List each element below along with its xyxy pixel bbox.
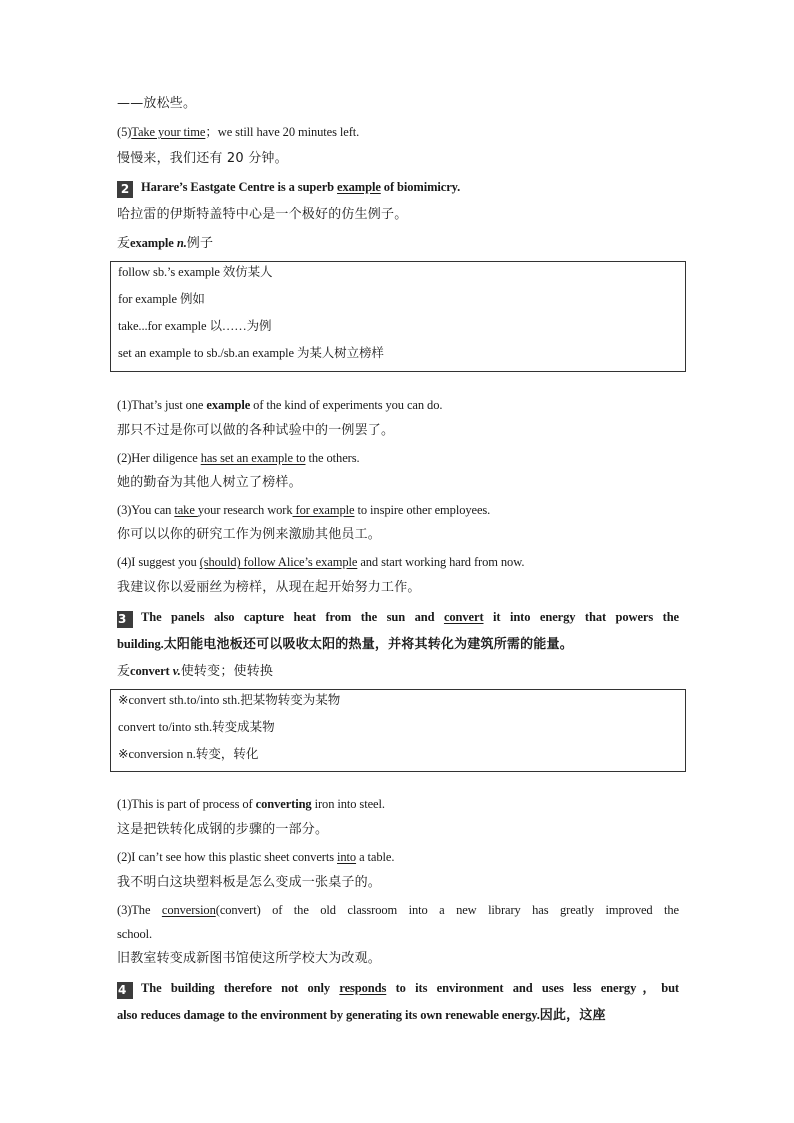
- part-of-speech: n.: [176, 236, 187, 250]
- sentence-text: of biomimicry.: [380, 180, 461, 194]
- sentence-text: to its environment and uses less energy，but: [386, 981, 679, 995]
- key-sentence-2: [117, 179, 460, 198]
- translation-line: 她的勤奋为其他人树立了榜样。: [117, 475, 302, 490]
- sentence-text: iron into steel.: [311, 797, 385, 811]
- phrase-box: [110, 261, 686, 372]
- example-sentence: [117, 554, 524, 570]
- translation-line: 太阳能电池板还可以吸收太阳的热量，并将其转化为建筑所需的能量。: [163, 637, 573, 652]
- sentence-text: the others.: [305, 451, 360, 465]
- key-phrase: Take your time: [131, 125, 206, 139]
- key-sentence-4: [117, 980, 679, 999]
- translation-line: 哈拉雷的伊斯特盖特中心是一个极好的仿生例子。: [117, 207, 408, 222]
- phrase-row: ※convert sth.to/into sth.把某物转变为某物: [118, 693, 341, 707]
- sentence-text: your research work: [197, 503, 293, 517]
- translation-line: 我不明白这块塑料板是怎么变成一张桌子的。: [117, 875, 382, 890]
- example-sentence: [117, 796, 385, 812]
- number-badge: 2: [117, 181, 133, 198]
- translation-line: 那只不过是你可以做的各种试验中的一例罢了。: [117, 423, 395, 438]
- translation-line: 因此，这座: [539, 1008, 606, 1023]
- sentence-text: to inspire other employees.: [354, 503, 491, 517]
- sentence-text: (2)Her diligence: [117, 451, 201, 465]
- example-number: (5): [117, 125, 132, 139]
- example-sentence-cont: school.: [117, 927, 153, 941]
- heading-mark: 叐: [117, 664, 131, 679]
- sentence-text: (1)That’s just one: [117, 398, 207, 412]
- answer-phrase: into: [337, 850, 357, 864]
- phrase-row: take...for example 以……为例: [118, 319, 272, 333]
- sentence-text: (1)This is part of process of: [117, 797, 256, 811]
- word-heading: [117, 663, 273, 680]
- number-badge: 3: [117, 611, 133, 628]
- sentence-text: of the kind of experiments you can do.: [250, 398, 443, 412]
- key-sentence-4-cont: [117, 1007, 606, 1024]
- translation-line: ——放松些。: [117, 96, 197, 111]
- key-word: converting: [255, 797, 312, 811]
- key-word: responds: [339, 981, 387, 995]
- translation-line: 这是把铁转化成钢的步骤的一部分。: [117, 822, 329, 837]
- answer-phrase: take: [174, 503, 198, 517]
- phrase-row: follow sb.’s example 效仿某人: [118, 265, 273, 279]
- part-of-speech: v.: [172, 664, 181, 678]
- example-sentence: [117, 124, 359, 140]
- sentence-text: and start working hard from now.: [357, 555, 525, 569]
- headword: convert: [130, 664, 170, 678]
- example-sentence: [117, 502, 490, 518]
- heading-mark: 叐: [117, 236, 131, 251]
- headword: example: [130, 236, 174, 250]
- example-sentence: [117, 902, 679, 918]
- sentence-text: (3)The: [117, 903, 162, 917]
- translation-line: 慢慢来，我们还有 20 分钟。: [117, 151, 288, 166]
- key-word: example: [206, 398, 251, 412]
- sentence-text: building.: [117, 637, 164, 651]
- sentence-text: (3)You can: [117, 503, 175, 517]
- phrase-row: ※conversion n.转变，转化: [118, 747, 259, 761]
- key-sentence-3-cont: [117, 636, 573, 653]
- key-word: convert: [443, 610, 484, 624]
- sentence-text: The building therefore not only: [141, 981, 340, 995]
- answer-phrase: for example: [292, 503, 355, 517]
- example-sentence: [117, 397, 442, 413]
- translation-line: 我建议你以爱丽丝为榜样，从现在起开始努力工作。: [117, 580, 421, 595]
- key-word: example: [337, 180, 381, 194]
- answer-phrase: has set an example to: [200, 451, 306, 465]
- sentence-text: ；we still have 20 minutes left.: [205, 125, 360, 139]
- sentence-text: a table.: [356, 850, 395, 864]
- key-sentence-3: [117, 609, 679, 628]
- phrase-row: convert to/into sth.转变成某物: [118, 720, 275, 734]
- sentence-text: it into energy that powers the: [483, 610, 679, 624]
- sentence-text: Harare’s Eastgate Centre is a superb: [141, 180, 338, 194]
- word-heading: [117, 235, 213, 252]
- sentence-text: (4)I suggest you: [117, 555, 200, 569]
- translation-line: 你可以以你的研究工作为例来激励其他员工。: [117, 527, 382, 542]
- example-sentence: [117, 450, 360, 466]
- sentence-text: also reduces damage to the environment by generating its own renewable energy.: [117, 1008, 540, 1022]
- word-meaning: 使转变；使转换: [180, 664, 274, 679]
- phrase-box: [110, 689, 686, 772]
- translation-line: 旧教室转变成新图书馆使这所学校大为改观。: [117, 951, 382, 966]
- phrase-row: for example 例如: [118, 292, 205, 306]
- word-meaning: 例子: [186, 236, 214, 251]
- sentence-text: The panels also capture heat from the sun and: [141, 610, 444, 624]
- answer-phrase: conversion: [161, 903, 216, 917]
- sentence-text: (convert) of the old classroom into a new library has greatly improved the: [215, 903, 680, 917]
- sentence-text: (2)I can’t see how this plastic sheet converts: [117, 850, 338, 864]
- answer-phrase: (should) follow Alice’s example: [199, 555, 358, 569]
- number-badge: 4: [117, 982, 133, 999]
- phrase-row: set an example to sb./sb.an example 为某人树立榜样: [118, 346, 384, 360]
- example-sentence: [117, 849, 394, 865]
